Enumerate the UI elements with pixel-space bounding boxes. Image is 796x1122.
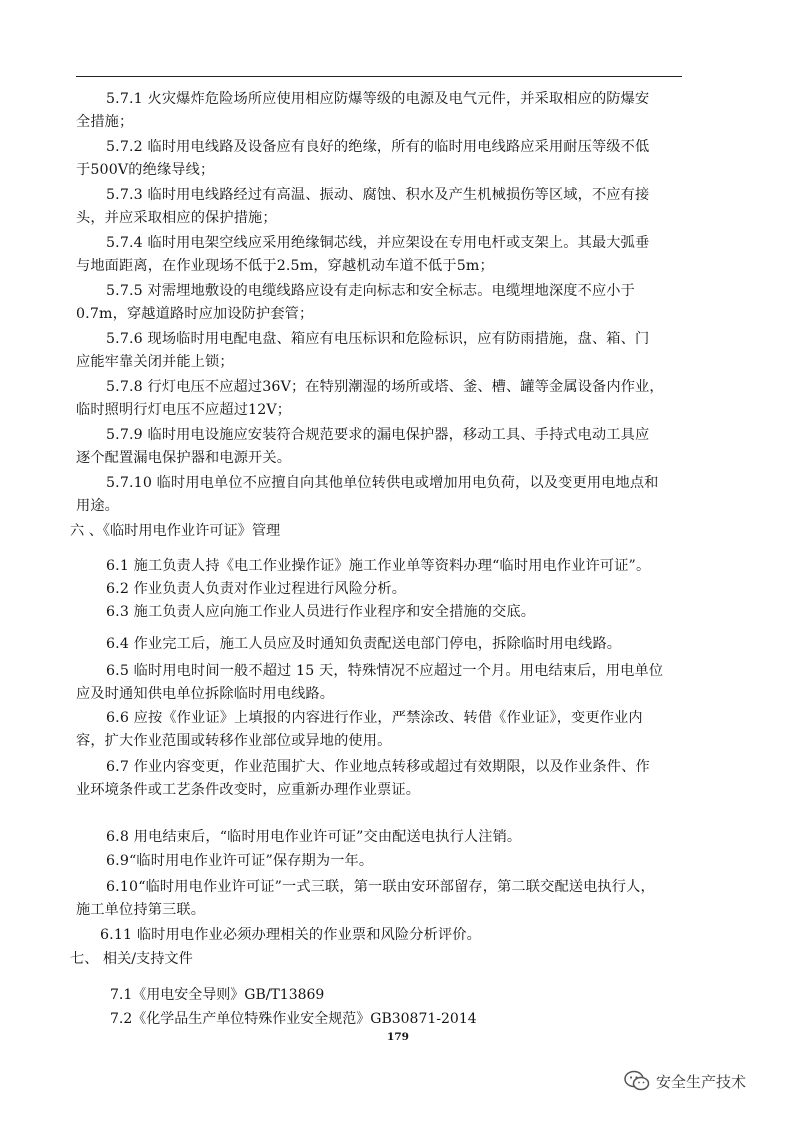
para-line: 6.2 作业负责人负责对作业过程进行风险分析。 xyxy=(106,581,407,597)
para-6-9 xyxy=(76,850,722,873)
para-5-7-1 xyxy=(76,88,722,134)
para-6-7 xyxy=(76,756,722,802)
para-6-1 xyxy=(76,555,722,578)
section-heading-6: 六 、《临时用电作业许可证》管理 xyxy=(70,523,281,539)
para-5-7-2 xyxy=(76,136,722,182)
para-line: 施工单位持第三联。 xyxy=(76,902,206,918)
para-6-11 xyxy=(100,924,746,947)
para-line: 6.5 临时用电时间一般不超过 15 天，特殊情况不应超过一个月。用电结束后，用电单位 xyxy=(106,663,664,679)
para-line: 用途。 xyxy=(76,498,120,514)
para-5-7-8 xyxy=(76,376,722,422)
para-6-2 xyxy=(76,578,722,601)
para-5-7-5 xyxy=(76,280,722,326)
para-line: 6.8 用电结束后，“临时用电作业许可证”交由配送电执行人注销。 xyxy=(106,829,522,845)
para-line: 容，扩大作业范围或转移作业部位或异地的使用。 xyxy=(76,733,392,749)
reference-7-1: 7.1《用电安全导则》GB/T13869 xyxy=(110,987,325,1003)
para-line: 应能牢靠关闭并能上锁； xyxy=(76,354,234,370)
para-6-10 xyxy=(76,876,722,922)
para-line: 业环境条件或工艺条件改变时，应重新办理作业票证。 xyxy=(76,782,421,798)
header-rule xyxy=(76,76,682,77)
para-line: 6.9“临时用电作业许可证”保存期为一年。 xyxy=(106,853,374,869)
para-5-7-4 xyxy=(76,232,722,278)
para-line: 临时照明行灯电压不应超过12V； xyxy=(76,402,292,418)
para-line: 6.6 应按《作业证》上填报的内容进行作业，严禁涂改、转借《作业证》，变更作业内 xyxy=(106,710,643,726)
para-6-3 xyxy=(76,601,722,624)
para-line: 应及时通知供电单位拆除临时用电线路。 xyxy=(76,686,335,702)
para-line: 5.7.1 火灾爆炸危险场所应使用相应防爆等级的电源及电气元件，并采取相应的防爆安 xyxy=(106,91,650,107)
para-line: 6.4 作业完工后，施工人员应及时通知负责配送电部门停电，拆除临时用电线路。 xyxy=(106,636,622,652)
para-line: 于500V的绝缘导线； xyxy=(76,162,215,178)
para-line: 全措施； xyxy=(76,114,134,130)
para-line: 5.7.5 对需埋地敷设的电缆线路应设有走向标志和安全标志。电缆埋地深度不应小于 xyxy=(106,283,635,299)
para-line: 0.7m，穿越道路时应加设防护套管； xyxy=(76,306,314,322)
para-line: 5.7.9 临时用电设施应安装符合规范要求的漏电保护器，移动工具、手持式电动工具应 xyxy=(106,427,650,443)
para-line: 头，并应采取相应的保护措施； xyxy=(76,210,277,226)
para-line: 5.7.6 现场临时用电配电盘、箱应有电压标识和危险标识，应有防雨措施，盘、箱、门 xyxy=(106,331,650,347)
para-line: 5.7.10 临时用电单位不应擅自向其他单位转供电或增加用电负荷，以及变更用电地点和 xyxy=(106,475,659,491)
para-5-7-9 xyxy=(76,424,722,470)
account-name: 安全生产技术 xyxy=(656,1072,747,1091)
para-5-7-10 xyxy=(76,472,722,518)
para-6-5 xyxy=(76,660,722,706)
para-line: 6.10“临时用电作业许可证”一式三联，第一联由安环部留存，第二联交配送电执行人， xyxy=(106,879,655,895)
para-line: 与地面距离，在作业现场不低于2.5m，穿越机动车道不低于5m； xyxy=(76,258,494,274)
para-line: 6.3 施工负责人应向施工作业人员进行作业程序和安全措施的交底。 xyxy=(106,604,536,620)
para-6-4 xyxy=(76,633,722,656)
wechat-icon xyxy=(624,1070,650,1092)
para-line: 5.7.2 临时用电线路及设备应有良好的绝缘，所有的临时用电线路应采用耐压等级不低 xyxy=(106,139,650,155)
para-line: 6.11 临时用电作业必须办理相关的作业票和风险分析评价。 xyxy=(100,927,481,943)
para-line: 6.7 作业内容变更，作业范围扩大、作业地点转移或超过有效期限，以及作业条件、作 xyxy=(106,759,650,775)
para-5-7-3 xyxy=(76,184,722,230)
para-6-6 xyxy=(76,707,722,753)
para-line: 逐个配置漏电保护器和电源开关。 xyxy=(76,450,292,466)
page-number: 179 xyxy=(387,1031,409,1043)
para-line: 6.1 施工负责人持《电工作业操作证》施工作业单等资料办理“临时用电作业许可证”。 xyxy=(106,558,651,574)
para-5-7-6 xyxy=(76,328,722,374)
wechat-account-footer xyxy=(624,1068,746,1094)
para-line: 5.7.4 临时用电架空线应采用绝缘铜芯线，并应架设在专用电杆或支架上。其最大弧垂 xyxy=(106,235,650,251)
section-heading-7: 七、 相关/支持文件 xyxy=(70,951,193,967)
reference-7-2: 7.2《化学品生产单位特殊作业安全规范》GB30871-2014 xyxy=(110,1011,477,1027)
para-line: 5.7.3 临时用电线路经过有高温、振动、腐蚀、积水及产生机械损伤等区域，不应有接 xyxy=(106,187,650,203)
para-line: 5.7.8 行灯电压不应超过36V；在特别潮湿的场所或塔、釜、槽、罐等金属设备内作业， xyxy=(106,379,664,395)
para-6-8 xyxy=(76,826,722,849)
